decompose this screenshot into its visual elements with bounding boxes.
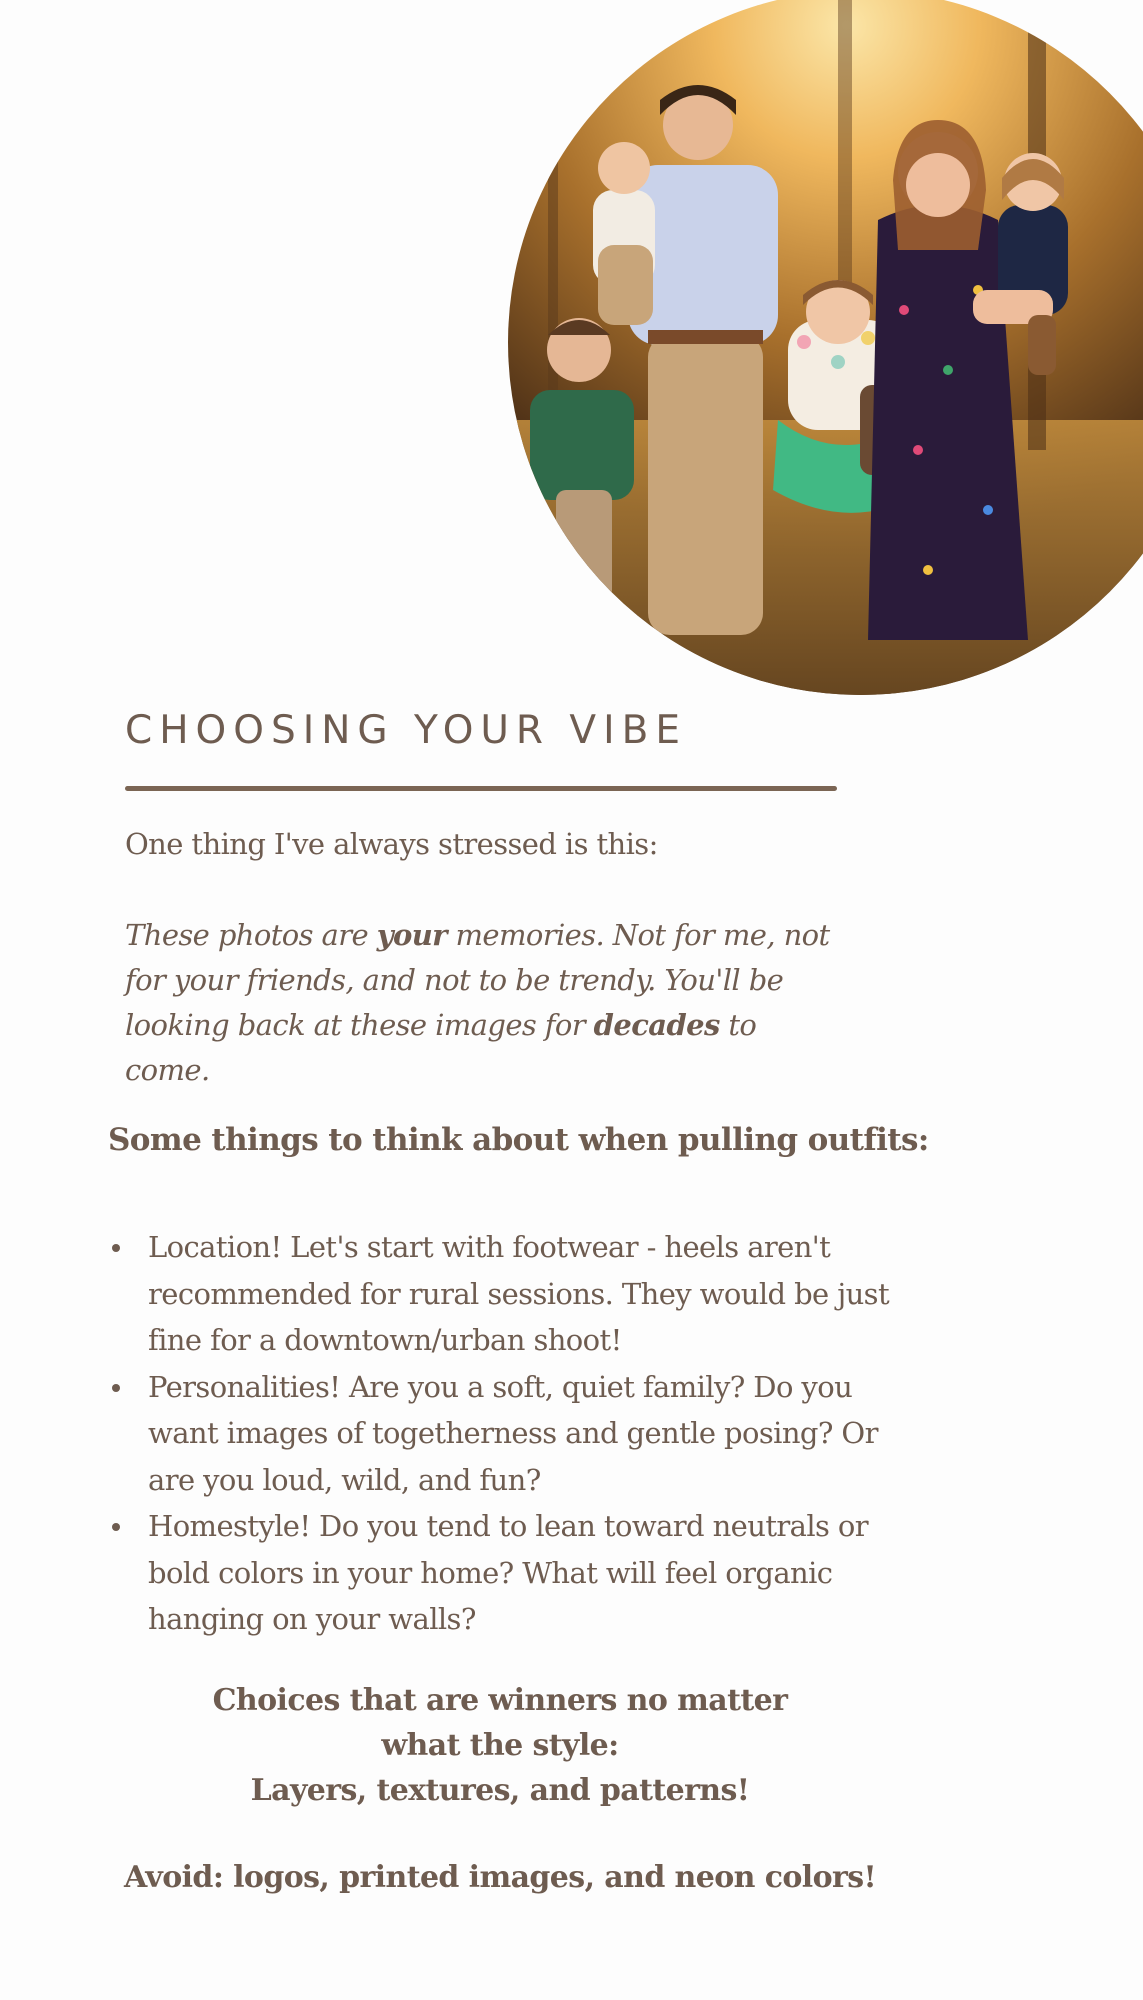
bullet-dot	[112, 1244, 120, 1252]
quote-line-3: looking back at these images for decades to come.	[125, 1008, 757, 1087]
quote-line-1: These photos are your memories. Not for me, not	[125, 918, 830, 952]
outfits-subheading: Some things to think about when pulling outfits:	[108, 1122, 929, 1158]
bullet-dot	[112, 1384, 120, 1392]
choices-line-1: Choices that are winners no matter	[212, 1683, 788, 1718]
outfit-tips-list	[108, 1224, 938, 1643]
choices-line-3: Layers, textures, and patterns!	[250, 1773, 750, 1808]
family-photo-image	[508, 0, 1143, 695]
list-item-personalities: Personalities! Are you a soft, quiet family? Do you want images of togetherness and gentle posing? Or are you loud, wild, and fun?	[108, 1364, 938, 1504]
bullet-dot	[112, 1523, 120, 1531]
list-item-homestyle: Homestyle! Do you tend to lean toward neutrals or bold colors in your home? What will feel organic hanging on your walls?	[108, 1503, 938, 1643]
title-divider	[125, 786, 837, 791]
memories-quote	[125, 913, 845, 1093]
avoid-callout: Avoid: logos, printed images, and neon colors!	[123, 1860, 877, 1895]
intro-text: One thing I've always stressed is this:	[125, 827, 658, 861]
page-title: CHOOSING YOUR VIBE	[125, 708, 688, 753]
winning-choices-callout	[100, 1678, 900, 1813]
quote-line-2: for your friends, and not to be trendy. You'll be	[125, 963, 784, 997]
family-photo	[508, 0, 1143, 695]
list-item-location: Location! Let's start with footwear - heels aren't recommended for rural sessions. They would be just fine for a downtown/urban shoot!	[108, 1224, 938, 1364]
choices-line-2: what the style:	[381, 1728, 619, 1763]
